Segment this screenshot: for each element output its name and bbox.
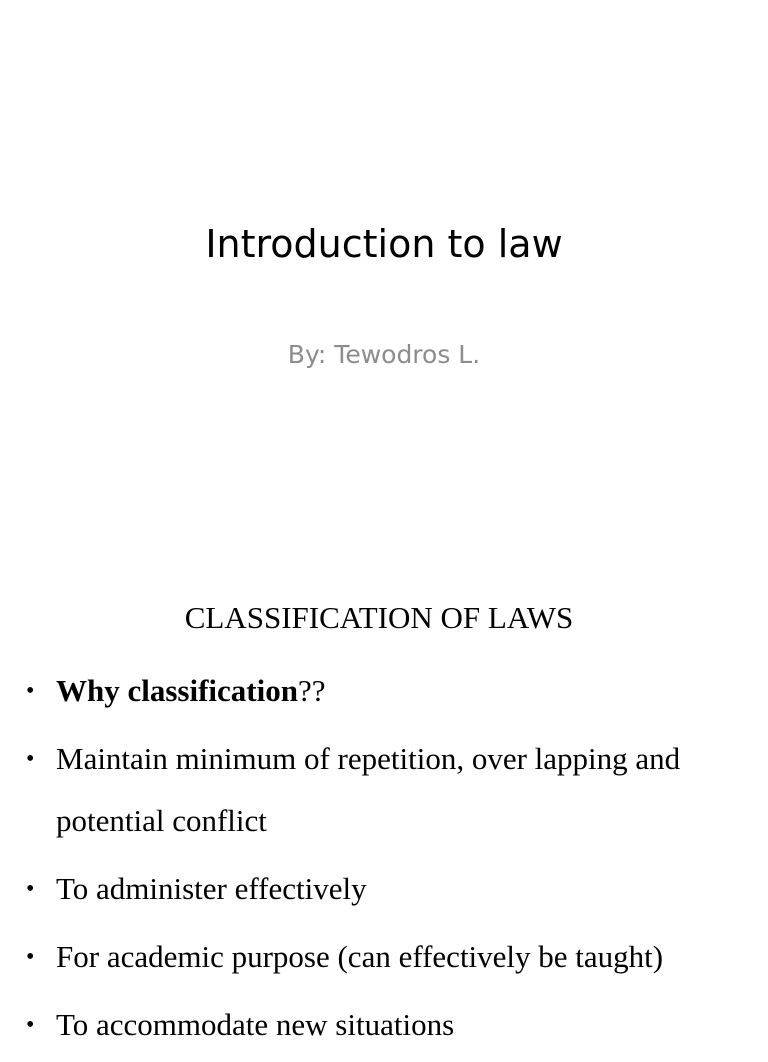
bullet-text: To accommodate new situations: [56, 1007, 455, 1042]
bullet-text: ??: [297, 673, 326, 708]
bullet-text: To administer effectively: [56, 871, 367, 906]
bullet-dot: •: [26, 876, 35, 902]
slide-subtitle-author: By: Tewodros L.: [287, 340, 481, 369]
bullet-list: [0, 660, 768, 1062]
bullet-item: [0, 660, 768, 722]
bullet-item: [0, 728, 768, 852]
bullet-item: [0, 994, 768, 1056]
bullet-bold-text: Why classification: [56, 673, 298, 708]
slide-classification: [0, 576, 768, 1042]
bullet-dot: •: [26, 678, 35, 704]
bullet-text: For academic purpose (can effectively be taught): [56, 939, 664, 974]
bullet-text: Maintain minimum of repetition, over lapping and potential conflict: [56, 741, 681, 838]
bullet-item: [0, 858, 768, 920]
slide-title-heading: Introduction to law: [205, 222, 563, 266]
bullet-dot: •: [26, 944, 35, 970]
bullet-dot: •: [26, 746, 35, 772]
bullet-item: [0, 926, 768, 988]
slide-heading: CLASSIFICATION OF LAWS: [184, 600, 574, 635]
bullet-dot: •: [26, 1012, 35, 1038]
